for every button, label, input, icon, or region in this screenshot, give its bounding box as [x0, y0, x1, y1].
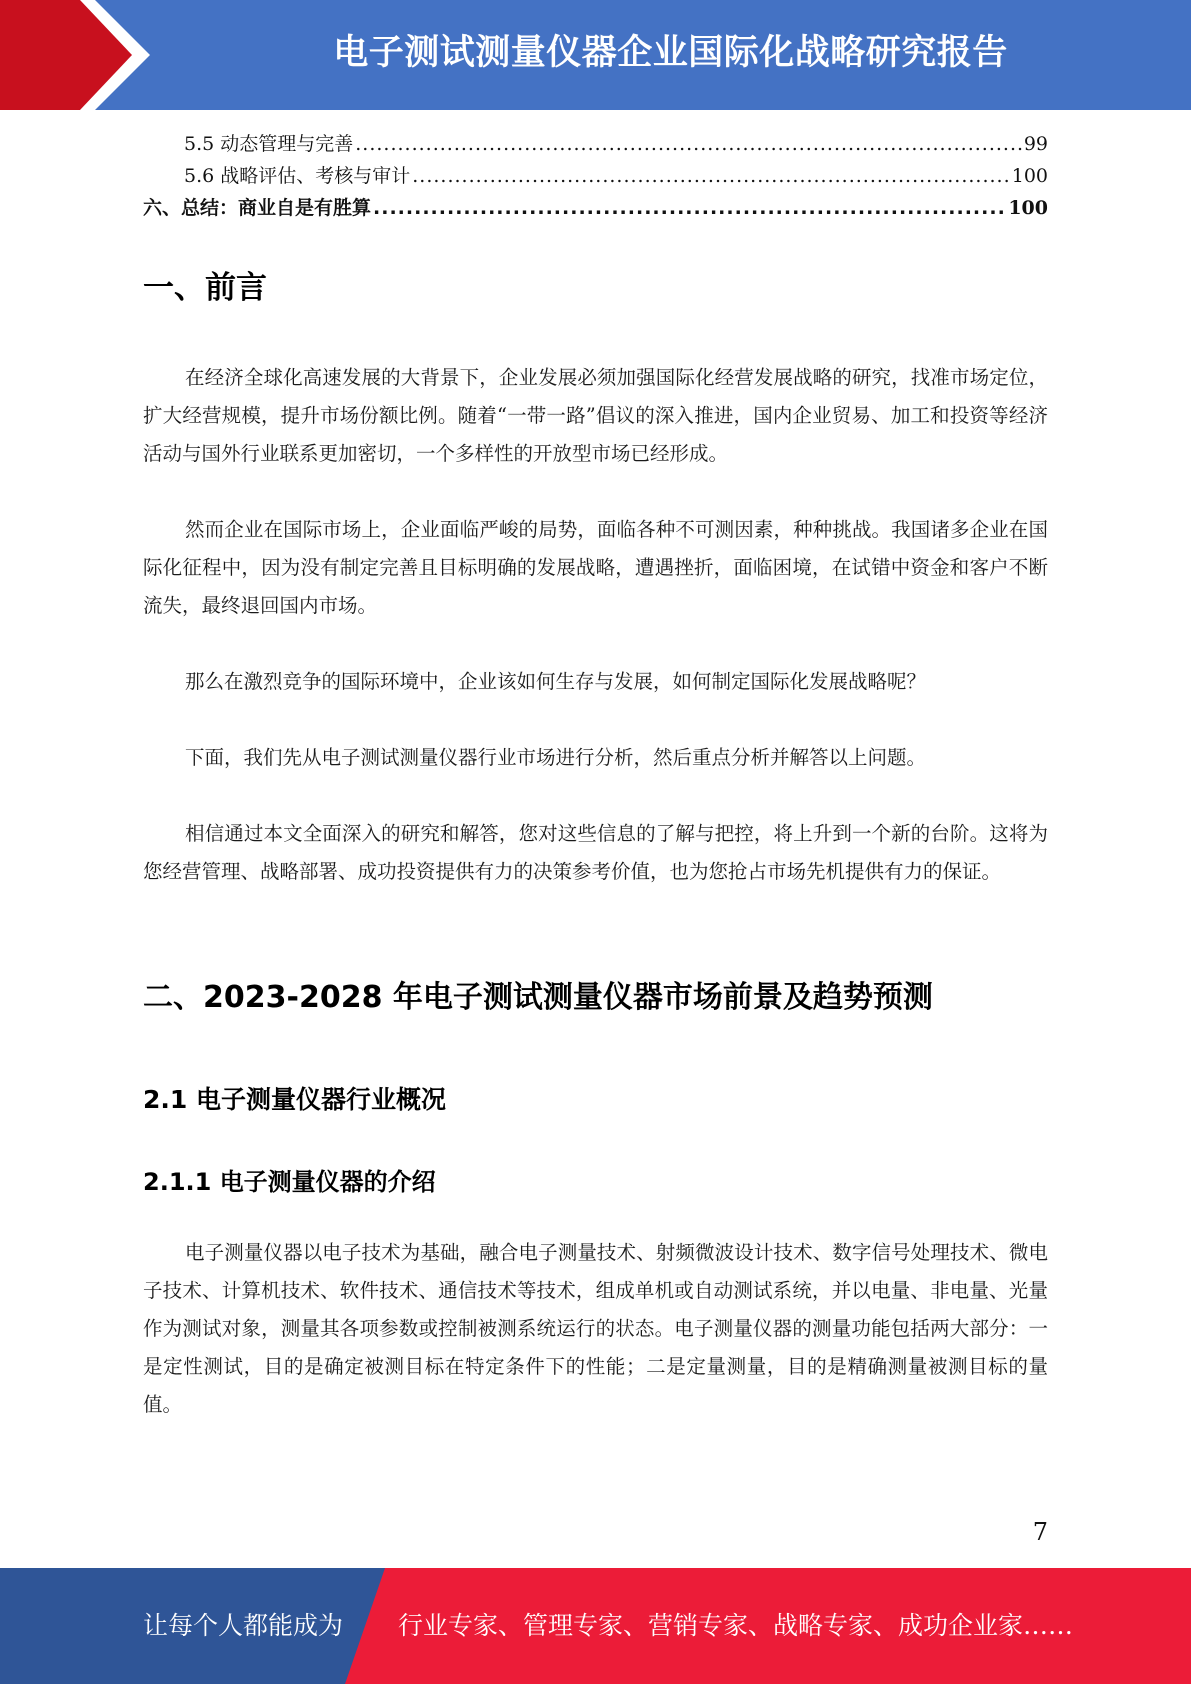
toc-entry-label: 5.6 战略评估、考核与审计 [184, 165, 411, 187]
body-paragraph: 下面，我们先从电子测试测量仪器行业市场进行分析，然后重点分析并解答以上问题。 [185, 746, 927, 769]
toc-entry[interactable] [143, 128, 1048, 160]
section-heading-market: 二、2023-2028 年电子测试测量仪器市场前景及趋势预测 [143, 980, 933, 1015]
report-title: 电子测试测量仪器企业国际化战略研究报告 [333, 33, 1008, 73]
toc-entry-page: 100 [1011, 165, 1048, 187]
subsection-heading: 2.1 电子测量仪器行业概况 [143, 1085, 446, 1114]
toc-entry-page: 99 [1023, 133, 1048, 155]
section-heading-preface: 一、前言 [143, 270, 267, 306]
body-paragraph: 在经济全球化高速发展的大背景下，企业发展必须加强国际化经营发展战略的研究，找准市场定位，扩大经营规模，提升市场份额比例。随着“一带一路”倡议的深入推进，国内企业贸易、加工和投资等经济活动与国外行业联系更加密切，一个多样性的开放型市场已经形成。 [143, 366, 1048, 465]
page-footer [0, 1568, 1191, 1684]
body-paragraph: 那么在激烈竞争的国际环境中，企业该如何生存与发展，如何制定国际化发展战略呢？ [185, 670, 927, 693]
body-paragraph: 相信通过本文全面深入的研究和解答，您对这些信息的了解与把控，将上升到一个新的台阶。这将为您经营管理、战略部署、成功投资提供有力的决策参考价值，也为您抢占市场先机提供有力的保证。 [143, 822, 1048, 883]
footer-slogan-left: 让每个人都能成为 [143, 1611, 344, 1640]
footer-slogan-right: 行业专家、管理专家、营销专家、战略专家、成功企业家…… [398, 1611, 1074, 1640]
subsubsection-heading: 2.1.1 电子测量仪器的介绍 [143, 1168, 436, 1196]
toc-entry-label: 5.5 动态管理与完善 [184, 133, 354, 155]
toc-entry-page: 100 [1008, 197, 1048, 219]
body-paragraph: 电子测量仪器以电子技术为基础，融合电子测量技术、射频微波设计技术、数字信号处理技术、微电子技术、计算机技术、软件技术、通信技术等技术，组成单机或自动测试系统，并以电量、非电量、光量作为测试对象，测量其各项参数或控制被测系统运行的状态。电子测量仪器的测量功能包括两大部分：一是定性测试，目的是确定被测目标在特定条件下的性能；二是定量测量，目的是精确测量被测目标的量值。 [143, 1241, 1048, 1416]
toc-leader-dots [373, 192, 1006, 224]
toc-entry[interactable] [143, 192, 1048, 224]
toc-entry[interactable] [143, 160, 1048, 192]
body-paragraph: 然而企业在国际市场上，企业面临严峻的局势，面临各种不可测因素，种种挑战。我国诸多企业在国际化征程中，因为没有制定完善且目标明确的发展战略，遭遇挫折，面临困境，在试错中资金和客户不断流失，最终退回国内市场。 [143, 518, 1048, 617]
header-chevron-arrow [0, 0, 140, 110]
toc-leader-dots [355, 128, 1022, 160]
toc-leader-dots [412, 160, 1009, 192]
page-header [0, 0, 1191, 110]
toc-entry-label: 六、总结：商业自是有胜算 [143, 197, 372, 219]
table-of-contents [143, 128, 1048, 224]
page-number: 7 [1032, 1518, 1048, 1546]
